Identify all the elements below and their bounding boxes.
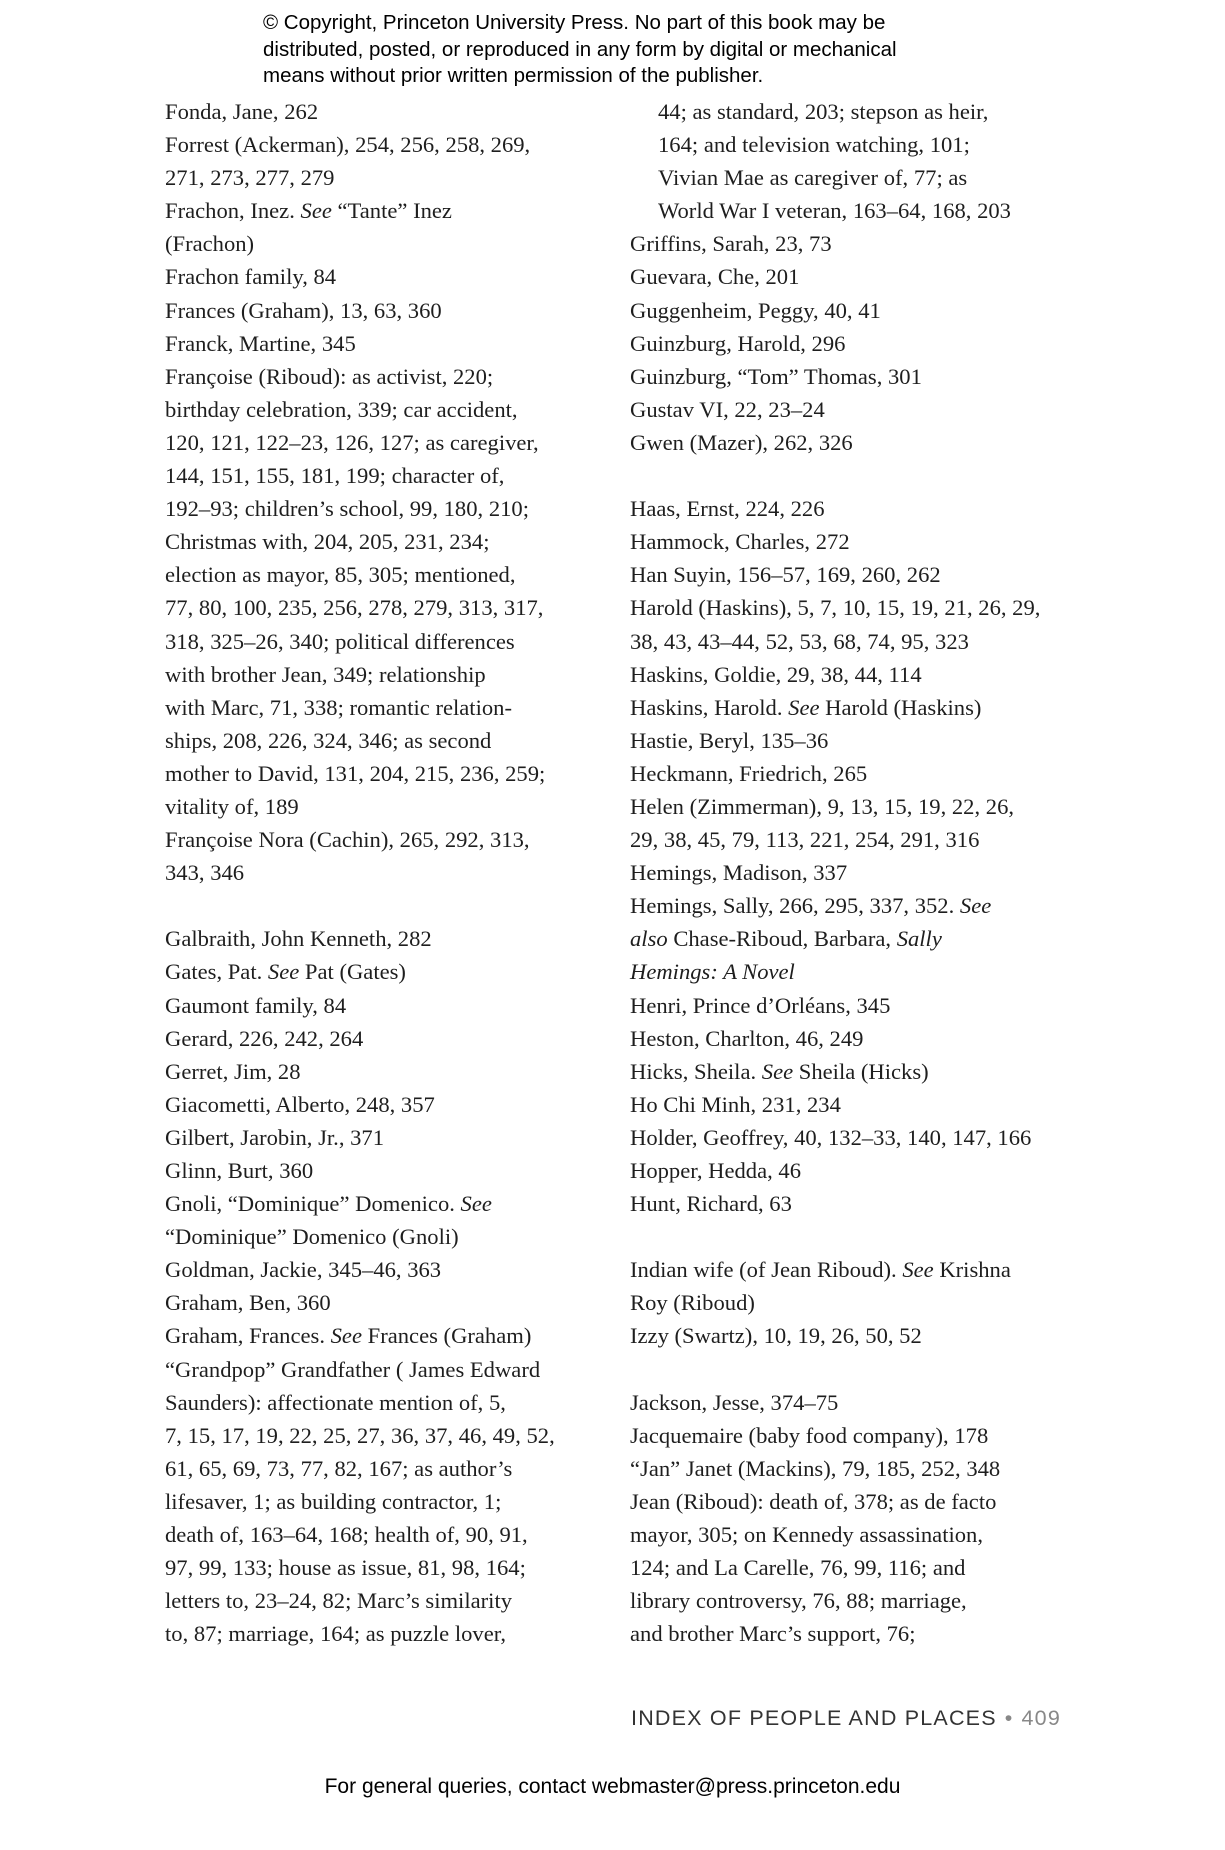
index-entry-line: 343, 346 [165,860,245,886]
index-entry [630,426,1080,459]
index-entry [165,823,600,889]
index-entry [165,1022,600,1055]
index-entry-line: “Jan” Janet (Mackins), 79, 185, 252, 348 [630,1455,1001,1481]
section-gap [165,889,600,922]
index-entry-line: also Chase-Riboud, Barbara, Sally [630,926,942,952]
index-entry [630,1121,1080,1154]
index-entry-line: Françoise (Riboud): as activist, 220; [165,363,494,389]
italic-text: See [460,1191,492,1217]
index-entry-line: 7, 15, 17, 19, 22, 25, 27, 36, 37, 46, 49, 52, [165,1422,555,1448]
index-entry [630,294,1080,327]
copyright-line: © Copyright, Princeton University Press. No part of this book may be [263,11,886,34]
index-entry-line: 164; and television watching, 101; [658,132,970,158]
index-entry [165,1286,600,1319]
running-footer-title: INDEX OF PEOPLE AND PLACES [631,1706,997,1730]
index-entry-line: 124; and La Carelle, 76, 99, 116; and [630,1555,966,1581]
index-entry-line: Gnoli, “Dominique” Domenico. See [165,1191,492,1217]
index-entry [165,95,600,128]
index-entry [165,989,600,1022]
index-entry [630,492,1080,525]
index-entry-line: Fonda, Jane, 262 [165,99,319,124]
index-entry [165,260,600,293]
index-entry [630,1419,1080,1452]
italic-text: Sally [896,926,942,952]
index-entry [630,1452,1080,1485]
index-entry [165,294,600,327]
index-entry [165,128,600,194]
index-entry [630,393,1080,426]
index-entry [630,856,1080,889]
index-entry-line: Glinn, Burt, 360 [165,1158,314,1183]
index-entry [630,757,1080,790]
index-entry-line: Roy (Riboud) [630,1290,755,1316]
index-entry-line: 318, 325–26, 340; political differences [165,628,515,654]
index-entry-line: Hicks, Sheila. See Sheila (Hicks) [630,1058,929,1084]
index-entry [630,1088,1080,1121]
italic-text: See [902,1257,934,1283]
index-entry-line: Gilbert, Jarobin, Jr., 371 [165,1124,385,1150]
index-entry-line: Heston, Charlton, 46, 249 [630,1025,864,1051]
copyright-line: distributed, posted, or reproduced in any form by digital or mechanical [263,37,897,61]
running-footer [631,1706,1061,1731]
index-entry-line: Izzy (Swartz), 10, 19, 26, 50, 52 [630,1323,922,1349]
index-entry-line: Galbraith, John Kenneth, 282 [165,926,432,952]
index-entry-line: Graham, Frances. See Frances (Graham) [165,1323,532,1349]
index-entry [630,95,1080,227]
index-entry-line: Hemings, Madison, 337 [630,860,848,886]
index-entry-line: Haas, Ernst, 224, 226 [630,496,825,522]
index-entry-line: 192–93; children’s school, 99, 180, 210; [165,496,529,522]
index-entry-line: vitality of, 189 [165,793,299,819]
index-entry-line: Guevara, Che, 201 [630,264,800,290]
index-entry [630,1187,1080,1220]
index-entry-line: 271, 273, 277, 279 [165,165,335,191]
index-entry-line [630,955,1080,988]
index-entry-line: Hunt, Richard, 63 [630,1191,792,1217]
index-entry-line: Ho Chi Minh, 231, 234 [630,1091,841,1117]
index-entry [630,327,1080,360]
index-entry [630,691,1080,724]
index-entry-line: library controversy, 76, 88; marriage, [630,1588,967,1614]
index-entry [165,922,600,955]
index-entry-line: Guinzburg, “Tom” Thomas, 301 [630,363,922,389]
index-entry [630,360,1080,393]
index-entry-line: Hastie, Beryl, 135–36 [630,727,829,753]
index-entry [630,1319,1080,1352]
italic-text: See [330,1323,362,1349]
index-entry [165,1154,600,1187]
index-entry-line: lifesaver, 1; as building contractor, 1; [165,1488,502,1514]
italic-text: See [761,1058,794,1084]
index-entry-line: Goldman, Jackie, 345–46, 363 [165,1257,442,1283]
index-entry-line: 120, 121, 122–23, 126, 127; as caregiver, [165,429,539,455]
section-gap [630,459,1080,492]
index-entry [630,1055,1080,1088]
index-entry [630,658,1080,691]
index-entry [165,1319,600,1352]
index-entry-line: Forrest (Ackerman), 254, 256, 258, 269, [165,132,531,158]
index-entry-line: Jackson, Jesse, 374–75 [630,1389,839,1415]
index-entry [165,1353,600,1651]
index-entry-line: Frachon, Inez. See “Tante” Inez [165,198,452,224]
index-entry [630,724,1080,757]
index-entry-line: Frachon family, 84 [165,264,337,290]
index-entry [630,227,1080,260]
italic-text: See [788,694,820,720]
index-entry [165,1121,600,1154]
index-entry-line: Helen (Zimmerman), 9, 13, 15, 19, 22, 26, [630,793,1015,819]
index-entry-line: (Frachon) [165,231,255,257]
general-queries-note: For general queries, contact webmaster@press.princeton.edu [324,1775,901,1798]
index-entry [630,889,1080,988]
index-entry-line: to, 87; marriage, 164; as puzzle lover, [165,1621,507,1647]
index-entry [630,1386,1080,1419]
page-number: 409 [1021,1706,1061,1730]
index-entry [630,989,1080,1022]
index-entry-line: 29, 38, 45, 79, 113, 221, 254, 291, 316 [630,827,980,853]
index-entry-line: Saunders): affectionate mention of, 5, [165,1389,506,1415]
index-column-left [165,95,600,1650]
index-entry [165,327,600,360]
index-entry-line: Guggenheim, Peggy, 40, 41 [630,297,881,323]
index-entry-line: Indian wife (of Jean Riboud). See Krishna [630,1257,1011,1283]
italic-text: See [300,198,332,224]
index-entry [630,1022,1080,1055]
index-entry-line: death of, 163–64, 168; health of, 90, 91, [165,1522,528,1548]
index-entry-line: Hopper, Hedda, 46 [630,1158,802,1183]
index-entry-line: Vivian Mae as caregiver of, 77; as [658,165,968,191]
italic-text: See [959,893,992,919]
index-entry [630,790,1080,856]
index-entry-line: Gates, Pat. See Pat (Gates) [165,959,406,985]
index-entry-line: Gaumont family, 84 [165,992,347,1018]
index-entry [165,194,600,260]
index-entry-line: Haskins, Harold. See Harold (Haskins) [630,694,982,720]
index-entry-line: with brother Jean, 349; relationship [165,661,486,687]
index-entry-line: letters to, 23–24, 82; Marc’s similarity [165,1588,513,1614]
italic-text: See [267,959,300,985]
index-entry [165,1088,600,1121]
index-entry-line: Gustav VI, 22, 23–24 [630,396,825,422]
index-entry-line: election as mayor, 85, 305; mentioned, [165,562,516,588]
index-entry [165,1187,600,1253]
index-entry-line: Harold (Haskins), 5, 7, 10, 15, 19, 21, 26, 29, [630,595,1041,621]
index-entry-line: Gerard, 226, 242, 264 [165,1025,364,1051]
index-column-right [630,95,1080,1650]
index-entry-line: Hammock, Charles, 272 [630,529,850,555]
index-entry [630,1485,1080,1650]
index-entry-line: Holder, Geoffrey, 40, 132–33, 140, 147, 166 [630,1124,1032,1150]
section-gap [630,1353,1080,1386]
index-entry [165,1253,600,1286]
index-entry-line: Frances (Graham), 13, 63, 360 [165,297,442,323]
index-entry-line: 44; as standard, 203; stepson as heir, [658,99,989,124]
index-entry [630,591,1080,657]
index-entry [165,360,600,823]
running-footer-separator: • [1004,1706,1014,1730]
index-entry [630,525,1080,558]
index-entry-line: “Grandpop” Grandfather ( James Edward [165,1356,541,1382]
index-entry-line: mayor, 305; on Kennedy assassination, [630,1522,984,1548]
index-entry [165,1055,600,1088]
index-entry [165,955,600,988]
section-gap [630,1220,1080,1253]
index-entry-line: Jean (Riboud): death of, 378; as de facto [630,1488,997,1514]
index-entry-line: birthday celebration, 339; car accident, [165,396,518,422]
index-entry-line: Gwen (Mazer), 262, 326 [630,429,853,455]
index-entry-line: with Marc, 71, 338; romantic relation- [165,694,512,720]
index-entry-line: Hemings, Sally, 266, 295, 337, 352. See [630,893,992,919]
index-entry-line: Griffins, Sarah, 23, 73 [630,231,832,257]
index-entry [630,1154,1080,1187]
index-entry-line: 144, 151, 155, 181, 199; character of, [165,463,505,489]
index-entry-line: Gerret, Jim, 28 [165,1058,301,1084]
index-entry-line: Graham, Ben, 360 [165,1290,331,1316]
italic-text: Hemings: A Novel [630,959,795,985]
index-entry-line: ships, 208, 226, 324, 346; as second [165,727,492,753]
index-entry-line: Franck, Martine, 345 [165,330,356,356]
index-entry-line: mother to David, 131, 204, 215, 236, 259; [165,760,546,786]
index-entry-line: “Dominique” Domenico (Gnoli) [165,1224,459,1250]
index-entry-line: Christmas with, 204, 205, 231, 234; [165,529,490,555]
index-entry-line: Haskins, Goldie, 29, 38, 44, 114 [630,661,922,687]
index-entry-line: Jacquemaire (baby food company), 178 [630,1422,989,1448]
index-entry-line: 77, 80, 100, 235, 256, 278, 279, 313, 317, [165,595,544,621]
italic-text: also [630,926,668,952]
index-entry-line: Françoise Nora (Cachin), 265, 292, 313, [165,827,530,853]
index-entry [630,558,1080,591]
index-entry-line: Henri, Prince d’Orléans, 345 [630,992,891,1018]
index-entry-line: Heckmann, Friedrich, 265 [630,760,868,786]
index-entry-line: World War I veteran, 163–64, 168, 203 [658,198,1011,224]
index-entry-line: 97, 99, 133; house as issue, 81, 98, 164; [165,1555,526,1581]
index-entry-line: Han Suyin, 156–57, 169, 260, 262 [630,562,941,588]
index-entry [630,260,1080,293]
index-entry [630,1253,1080,1319]
index-entry-line: and brother Marc’s support, 76; [630,1621,916,1647]
index-entry-line: Guinzburg, Harold, 296 [630,330,846,356]
index-entry-line: 38, 43, 43–44, 52, 53, 68, 74, 95, 323 [630,628,969,654]
copyright-line: means without prior written permission of the publisher. [263,64,764,87]
copyright-notice [263,10,1003,90]
index-entry-line: Giacometti, Alberto, 248, 357 [165,1091,435,1117]
index-entry-line: 61, 65, 69, 73, 77, 82, 167; as author’s [165,1455,513,1481]
